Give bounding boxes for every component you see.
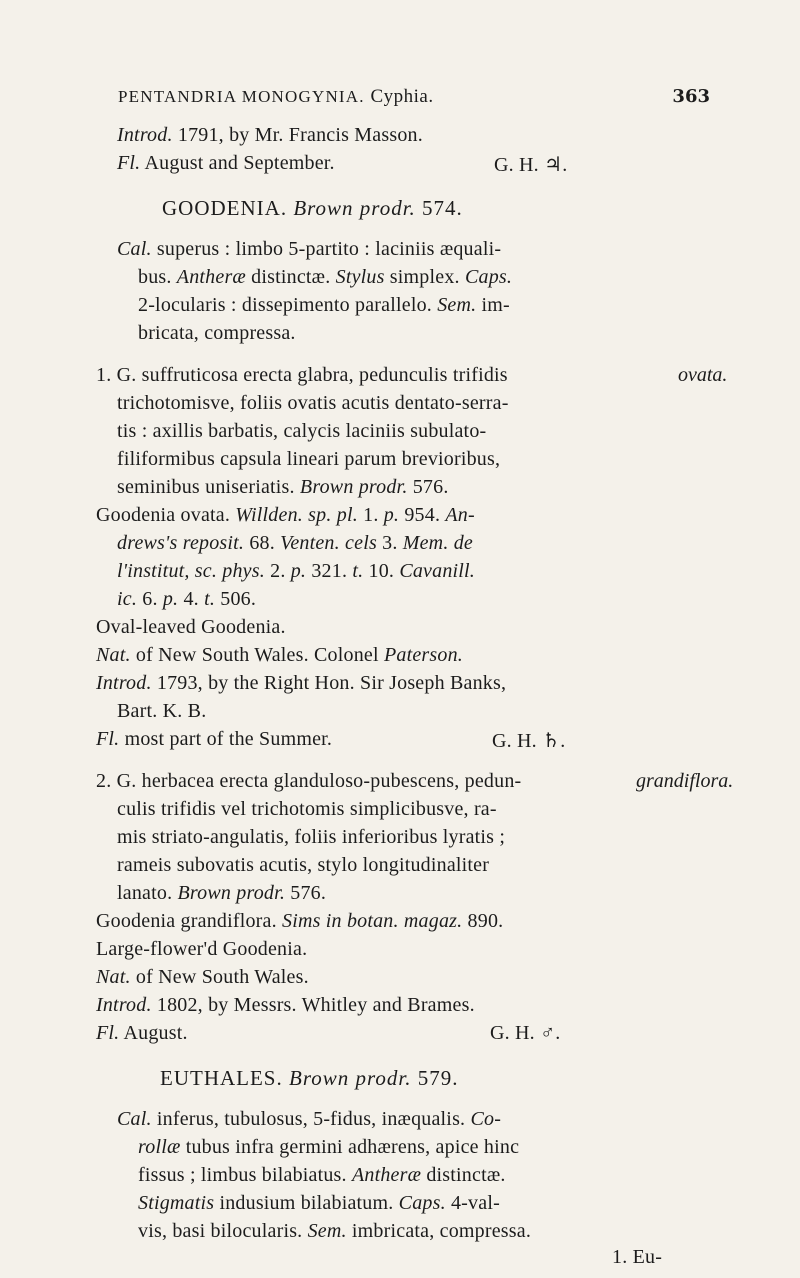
species-2-line-2: culis trifidis vel trichotomis simplicibusve, ra- [117,798,497,820]
species-1-common-name: Oval-leaved Goodenia. [96,616,286,638]
species-1-synonym-4: ic. 6. p. 4. t. 506. [117,588,257,610]
running-head-caps: PENTANDRIA MONOGYNIA. [118,87,365,106]
cyphia-habitat-symbol: G. H. ♃. [494,154,568,176]
page-number: 363 [672,86,710,107]
species-1-native: Nat. of New South Wales. Colonel Paterson. [96,644,463,666]
species-2-line-4: rameis subovatis acutis, stylo longitudinaliter [117,854,490,876]
species-2-common-name: Large-flower'd Goodenia. [96,938,308,960]
species-2-line-1: 2. G. herbacea erecta glanduloso-pubescens, pedun- [96,770,522,792]
euthales-char-line-1: Cal. inferus, tubulosus, 5-fidus, inæqualis. Co- [117,1108,502,1130]
species-2-introd: Introd. 1802, by Messrs. Whitley and Brames. [96,994,475,1016]
catchword: 1. Eu- [612,1246,663,1268]
species-1-habitat: G. H. ♄. [492,730,566,752]
species-1-line-1: 1. G. suffruticosa erecta glabra, pedunculis trifidis [96,364,508,386]
species-1-synonym-1: Goodenia ovata. Willden. sp. pl. 1. p. 954. An- [96,504,475,526]
species-1-line-5: seminibus uniseriatis. Brown prodr. 576. [117,476,449,498]
species-1-synonym-2: drews's reposit. 68. Venten. cels 3. Mem. de [117,532,474,554]
species-2-line-3: mis striato-angulatis, foliis inferioribus lyratis ; [117,826,506,848]
species-2-flowering: Fl. August. [96,1022,188,1044]
goodenia-char-line-3: 2-locularis : dissepimento parallelo. Sem. im- [138,294,510,316]
margin-species-ovata: ovata. [678,364,728,386]
running-head [118,86,434,108]
running-header [118,86,710,116]
euthales-char-line-3: fissus ; limbus bilabiatus. Antheræ distinctæ. [138,1164,506,1186]
running-head-genus: Cyphia. [370,86,434,107]
euthales-char-line-4: Stigmatis indusium bilabiatum. Caps. 4-val- [138,1192,500,1214]
genus-heading-euthales: EUTHALES. Brown prodr. 579. [160,1066,459,1090]
margin-species-grandiflora: grandiflora. [636,770,734,792]
euthales-char-line-2: rollæ tubus infra germini adhærens, apice hinc [138,1136,520,1158]
cyphia-introd-line: Introd. 1791, by Mr. Francis Masson. [117,124,423,146]
goodenia-char-line-4: bricata, compressa. [138,322,296,344]
species-2-habitat: G. H. ♂. [490,1022,561,1044]
species-2-native: Nat. of New South Wales. [96,966,309,988]
species-1-introd: Introd. 1793, by the Right Hon. Sir Joseph Banks, [96,672,507,694]
goodenia-char-line-2: bus. Antheræ distinctæ. Stylus simplex. Caps. [138,266,513,288]
goodenia-char-line-1: Cal. superus : limbo 5-partito : laciniis æquali- [117,238,502,260]
species-1-line-3: tis : axillis barbatis, calycis laciniis subulato- [117,420,487,442]
species-2-synonym: Goodenia grandiflora. Sims in botan. magaz. 890. [96,910,504,932]
genus-heading-goodenia: GOODENIA. Brown prodr. 574. [162,196,463,220]
euthales-char-line-5: vis, basi bilocularis. Sem. imbricata, compressa. [138,1220,532,1242]
species-2-line-5: lanato. Brown prodr. 576. [117,882,327,904]
species-1-line-2: trichotomisve, foliis ovatis acutis dentato-serra- [117,392,509,414]
species-1-introd-cont: Bart. K. B. [117,700,207,722]
cyphia-flowering-line: Fl. August and September. [117,152,335,174]
species-1-synonym-3: l'institut, sc. phys. 2. p. 321. t. 10. Cavanill. [117,560,475,582]
species-1-line-4: filiformibus capsula lineari parum brevioribus, [117,448,501,470]
species-1-flowering: Fl. most part of the Summer. [96,728,333,750]
